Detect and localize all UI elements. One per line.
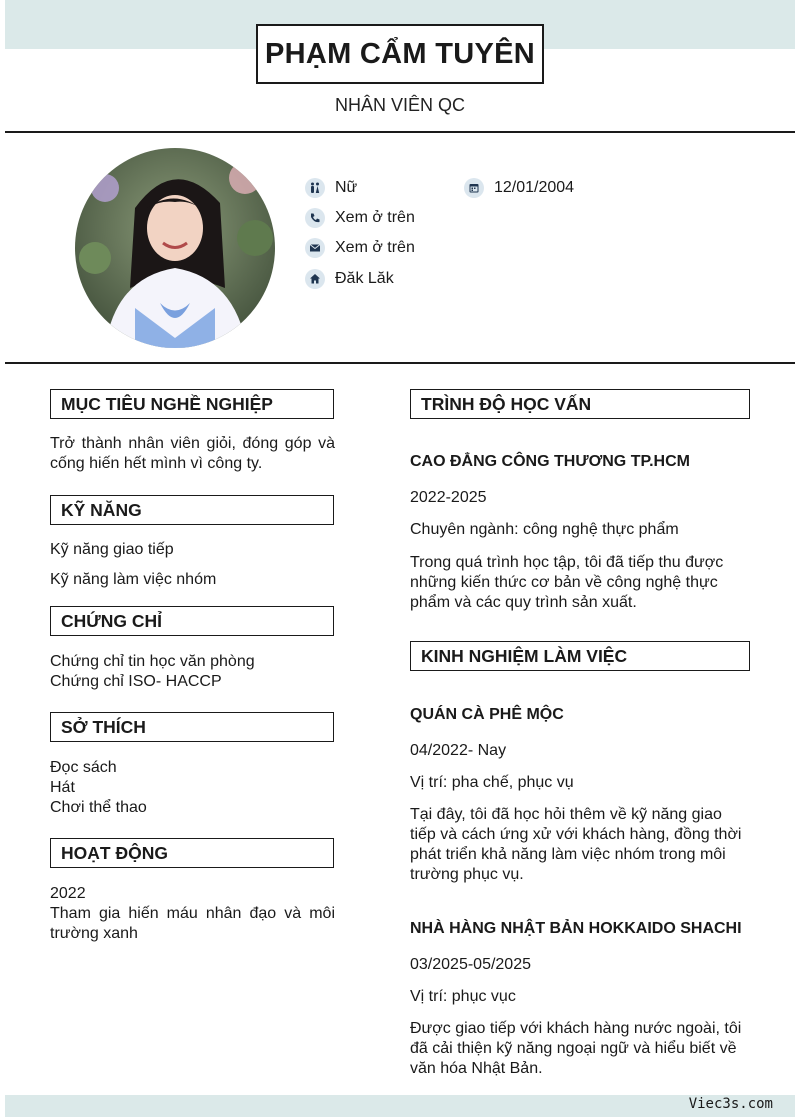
phone-row [305,207,415,229]
gender-row [305,177,357,199]
experience-heading: KINH NGHIỆM LÀM VIỆC [410,641,750,671]
birthday-value: 12/01/2004 [494,179,575,196]
phone-value: Xem ở trên [335,209,415,226]
job-position: Vị trí: phục vục [410,988,516,1005]
mail-icon [305,238,325,258]
job-company: QUÁN CÀ PHÊ MỘC [410,706,564,723]
birthday-row [464,177,574,199]
education-period: 2022-2025 [410,489,487,506]
school-name: CAO ĐẲNG CÔNG THƯƠNG TP.HCM [410,453,690,470]
home-icon [305,269,325,289]
skill-item: Kỹ năng giao tiếp [50,541,174,558]
address-row [305,268,394,290]
divider-middle [5,362,795,364]
job-description: Được giao tiếp với khách hàng nước ngoài, tôi đã cải thiện kỹ năng ngoại ngữ và hiểu biết về văn hóa Nhật Bản. [410,1020,742,1077]
certificate-item: Chứng chỉ ISO- HACCP [50,673,222,690]
hobbies-heading: SỞ THÍCH [50,712,334,742]
hobby-item: Hát [50,779,75,796]
activity-year: 2022 [50,885,86,902]
objective-heading: MỤC TIÊU NGHỀ NGHIỆP [50,389,334,419]
hobby-item: Chơi thể thao [50,799,147,816]
certificates-heading: CHỨNG CHỈ [50,606,334,636]
job-company: NHÀ HÀNG NHẬT BẢN HOKKAIDO SHACHI [410,920,742,937]
education-major: Chuyên ngành: công nghệ thực phẩm [410,521,679,538]
watermark: Viec3s.com [688,1096,773,1112]
avatar [75,148,275,348]
name-box [256,24,544,84]
job-position: Vị trí: pha chế, phục vụ [410,774,574,791]
email-value: Xem ở trên [335,239,415,256]
gender-icon [305,178,325,198]
candidate-name: PHẠM CẨM TUYÊN [264,37,536,70]
phone-icon [305,208,325,228]
education-heading: TRÌNH ĐỘ HỌC VẤN [410,389,750,419]
activity-text: Tham gia hiến máu nhân đạo và môi trường xanh [50,905,335,942]
hobby-item: Đọc sách [50,759,117,776]
footer-band [5,1095,795,1117]
address-value: Đăk Lăk [335,270,394,287]
objective-text: Trở thành nhân viên giỏi, đóng góp và cống hiến hết mình vì công ty. [50,435,335,472]
gender-value: Nữ [335,179,358,196]
job-title: NHÂN VIÊN QC [334,95,466,115]
email-row [305,237,415,259]
certificate-item: Chứng chỉ tin học văn phòng [50,653,255,670]
job-description: Tại đây, tôi đã học hỏi thêm về kỹ năng giao tiếp và cách ứng xử với khách hàng, đồng thời phát triển khả năng làm việc nhóm trong môi trường phục vụ. [410,806,742,883]
activities-heading: HOẠT ĐỘNG [50,838,334,868]
skills-heading: KỸ NĂNG [50,495,334,525]
job-period: 03/2025-05/2025 [410,956,531,973]
job-period: 04/2022- Nay [410,742,507,759]
calendar-icon [464,178,484,198]
education-description: Trong quá trình học tập, tôi đã tiếp thu được những kiến thức cơ bản về công nghệ thực phẩm và các quy trình sản xuất. [410,554,724,611]
divider-top [5,131,795,133]
skill-item: Kỹ năng làm việc nhóm [50,571,217,588]
